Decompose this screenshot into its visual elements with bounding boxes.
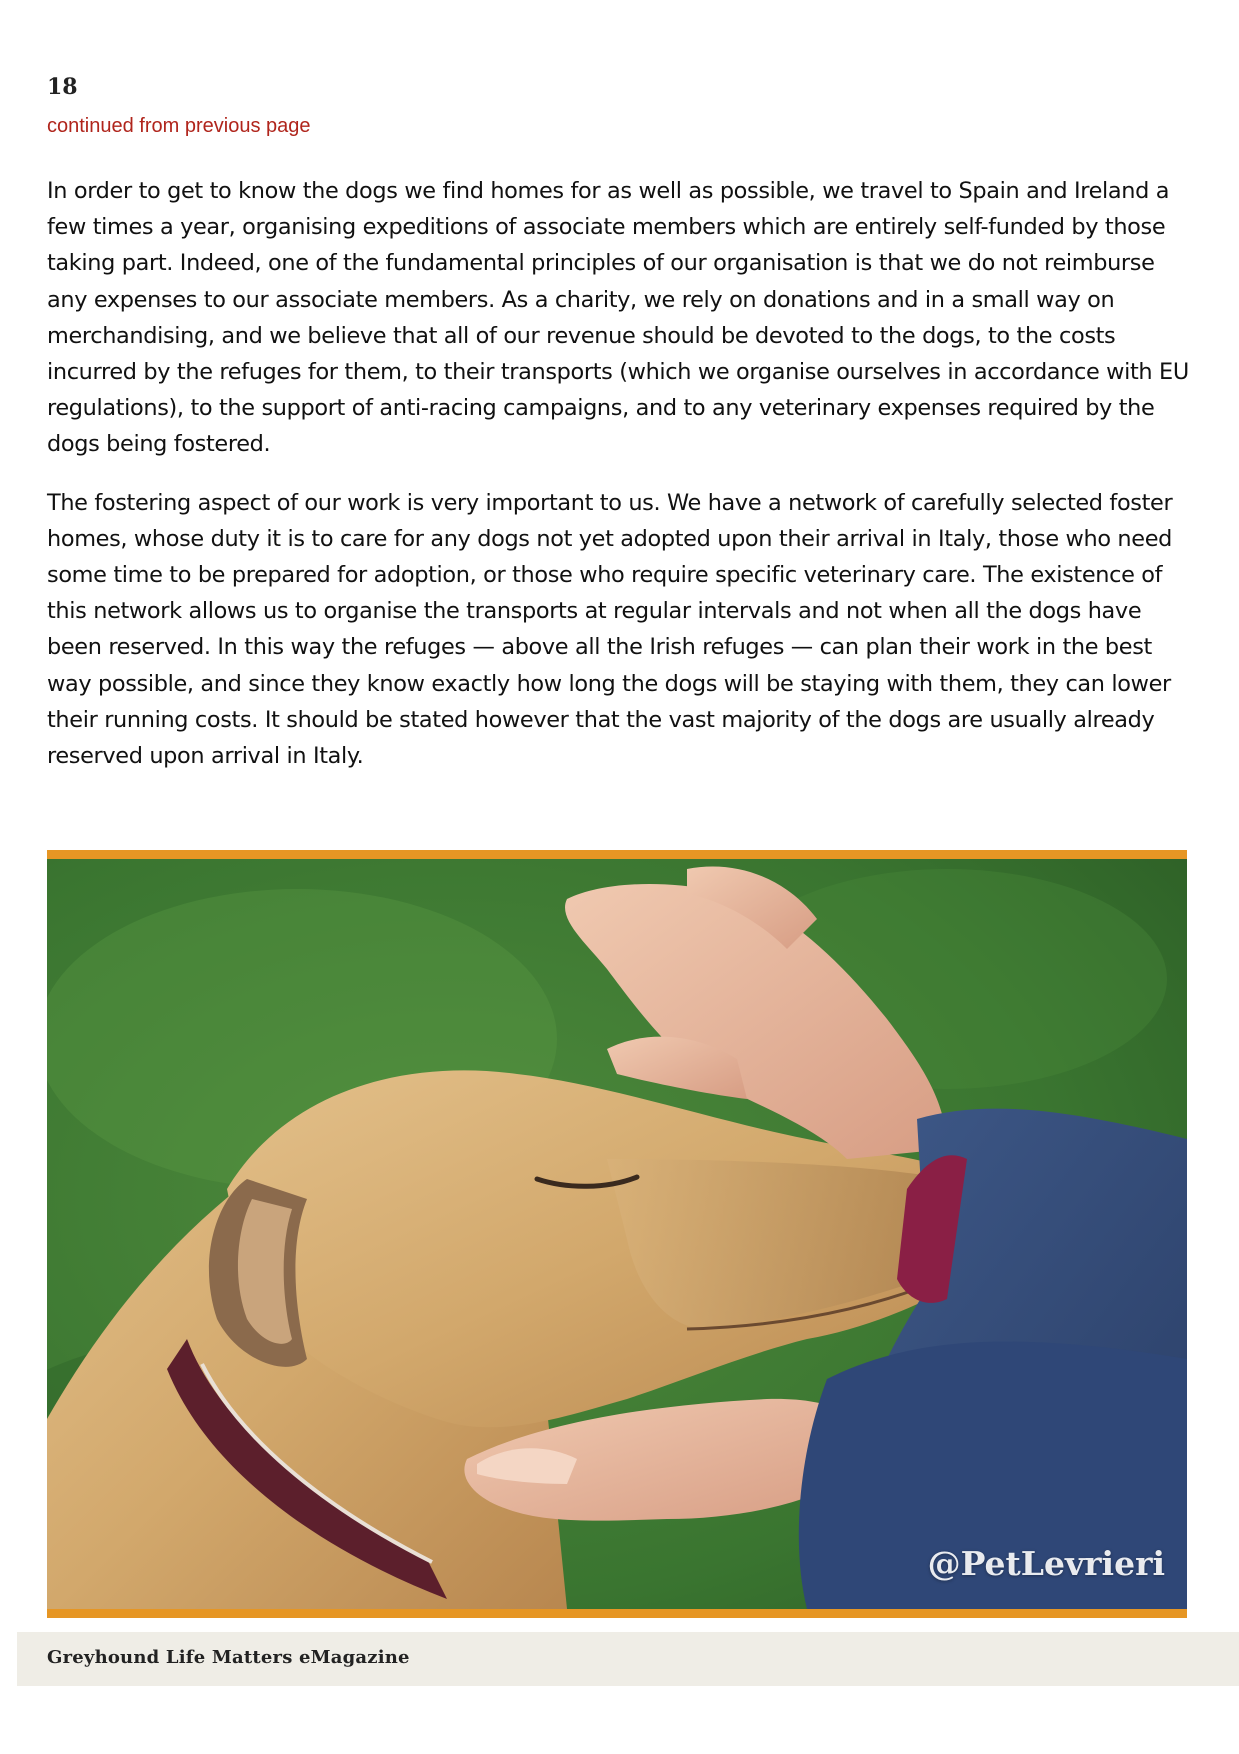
dog-photo [47,850,1187,1618]
dog-photo-illustration [47,859,1187,1609]
article-body [47,173,1197,796]
article-paragraph-1: In order to get to know the dogs we find homes for as well as possible, we travel to Spain and Ireland a few times a year, organising expeditions of associate members which are entirely self-funded by those taking part. Indeed, one of the fundamental principles of our organisation is that we do not reimburse any expenses to our associate members. As a charity, we rely on donations and in a small way on merchandising, and we believe that all of our revenue should be devoted to the dogs, to the costs incurred by the refuges for them, to their transports (which we organise ourselves in accordance with EU regulations), to the support of anti-racing campaigns, and to any veterinary expenses required by the dogs being fostered. [47,178,1189,458]
article-paragraph-2: The fostering aspect of our work is very important to us. We have a network of carefully selected foster homes, whose duty it is to care for any dogs not yet adopted upon their arrival in Italy, those who need some time to be prepared for adoption, or those who require specific veterinary care. The existence of this network allows us to organise the transports at regular intervals and not when all the dogs have been reserved. In this way the refuges — above all the Irish refuges — can plan their work in the best way possible, and since they know exactly how long the dogs will be staying with them, they can lower their running costs. It should be stated however that the vast majority of the dogs are usually already reserved upon arrival in Italy. [47,489,1173,770]
page-number: 18 [47,74,78,100]
continued-label: continued from previous page [47,115,311,137]
footer-magazine-title: Greyhound Life Matters eMagazine [47,1647,410,1668]
photo-watermark: @PetLevrieri [927,1544,1165,1583]
footer-bar [17,1632,1239,1686]
